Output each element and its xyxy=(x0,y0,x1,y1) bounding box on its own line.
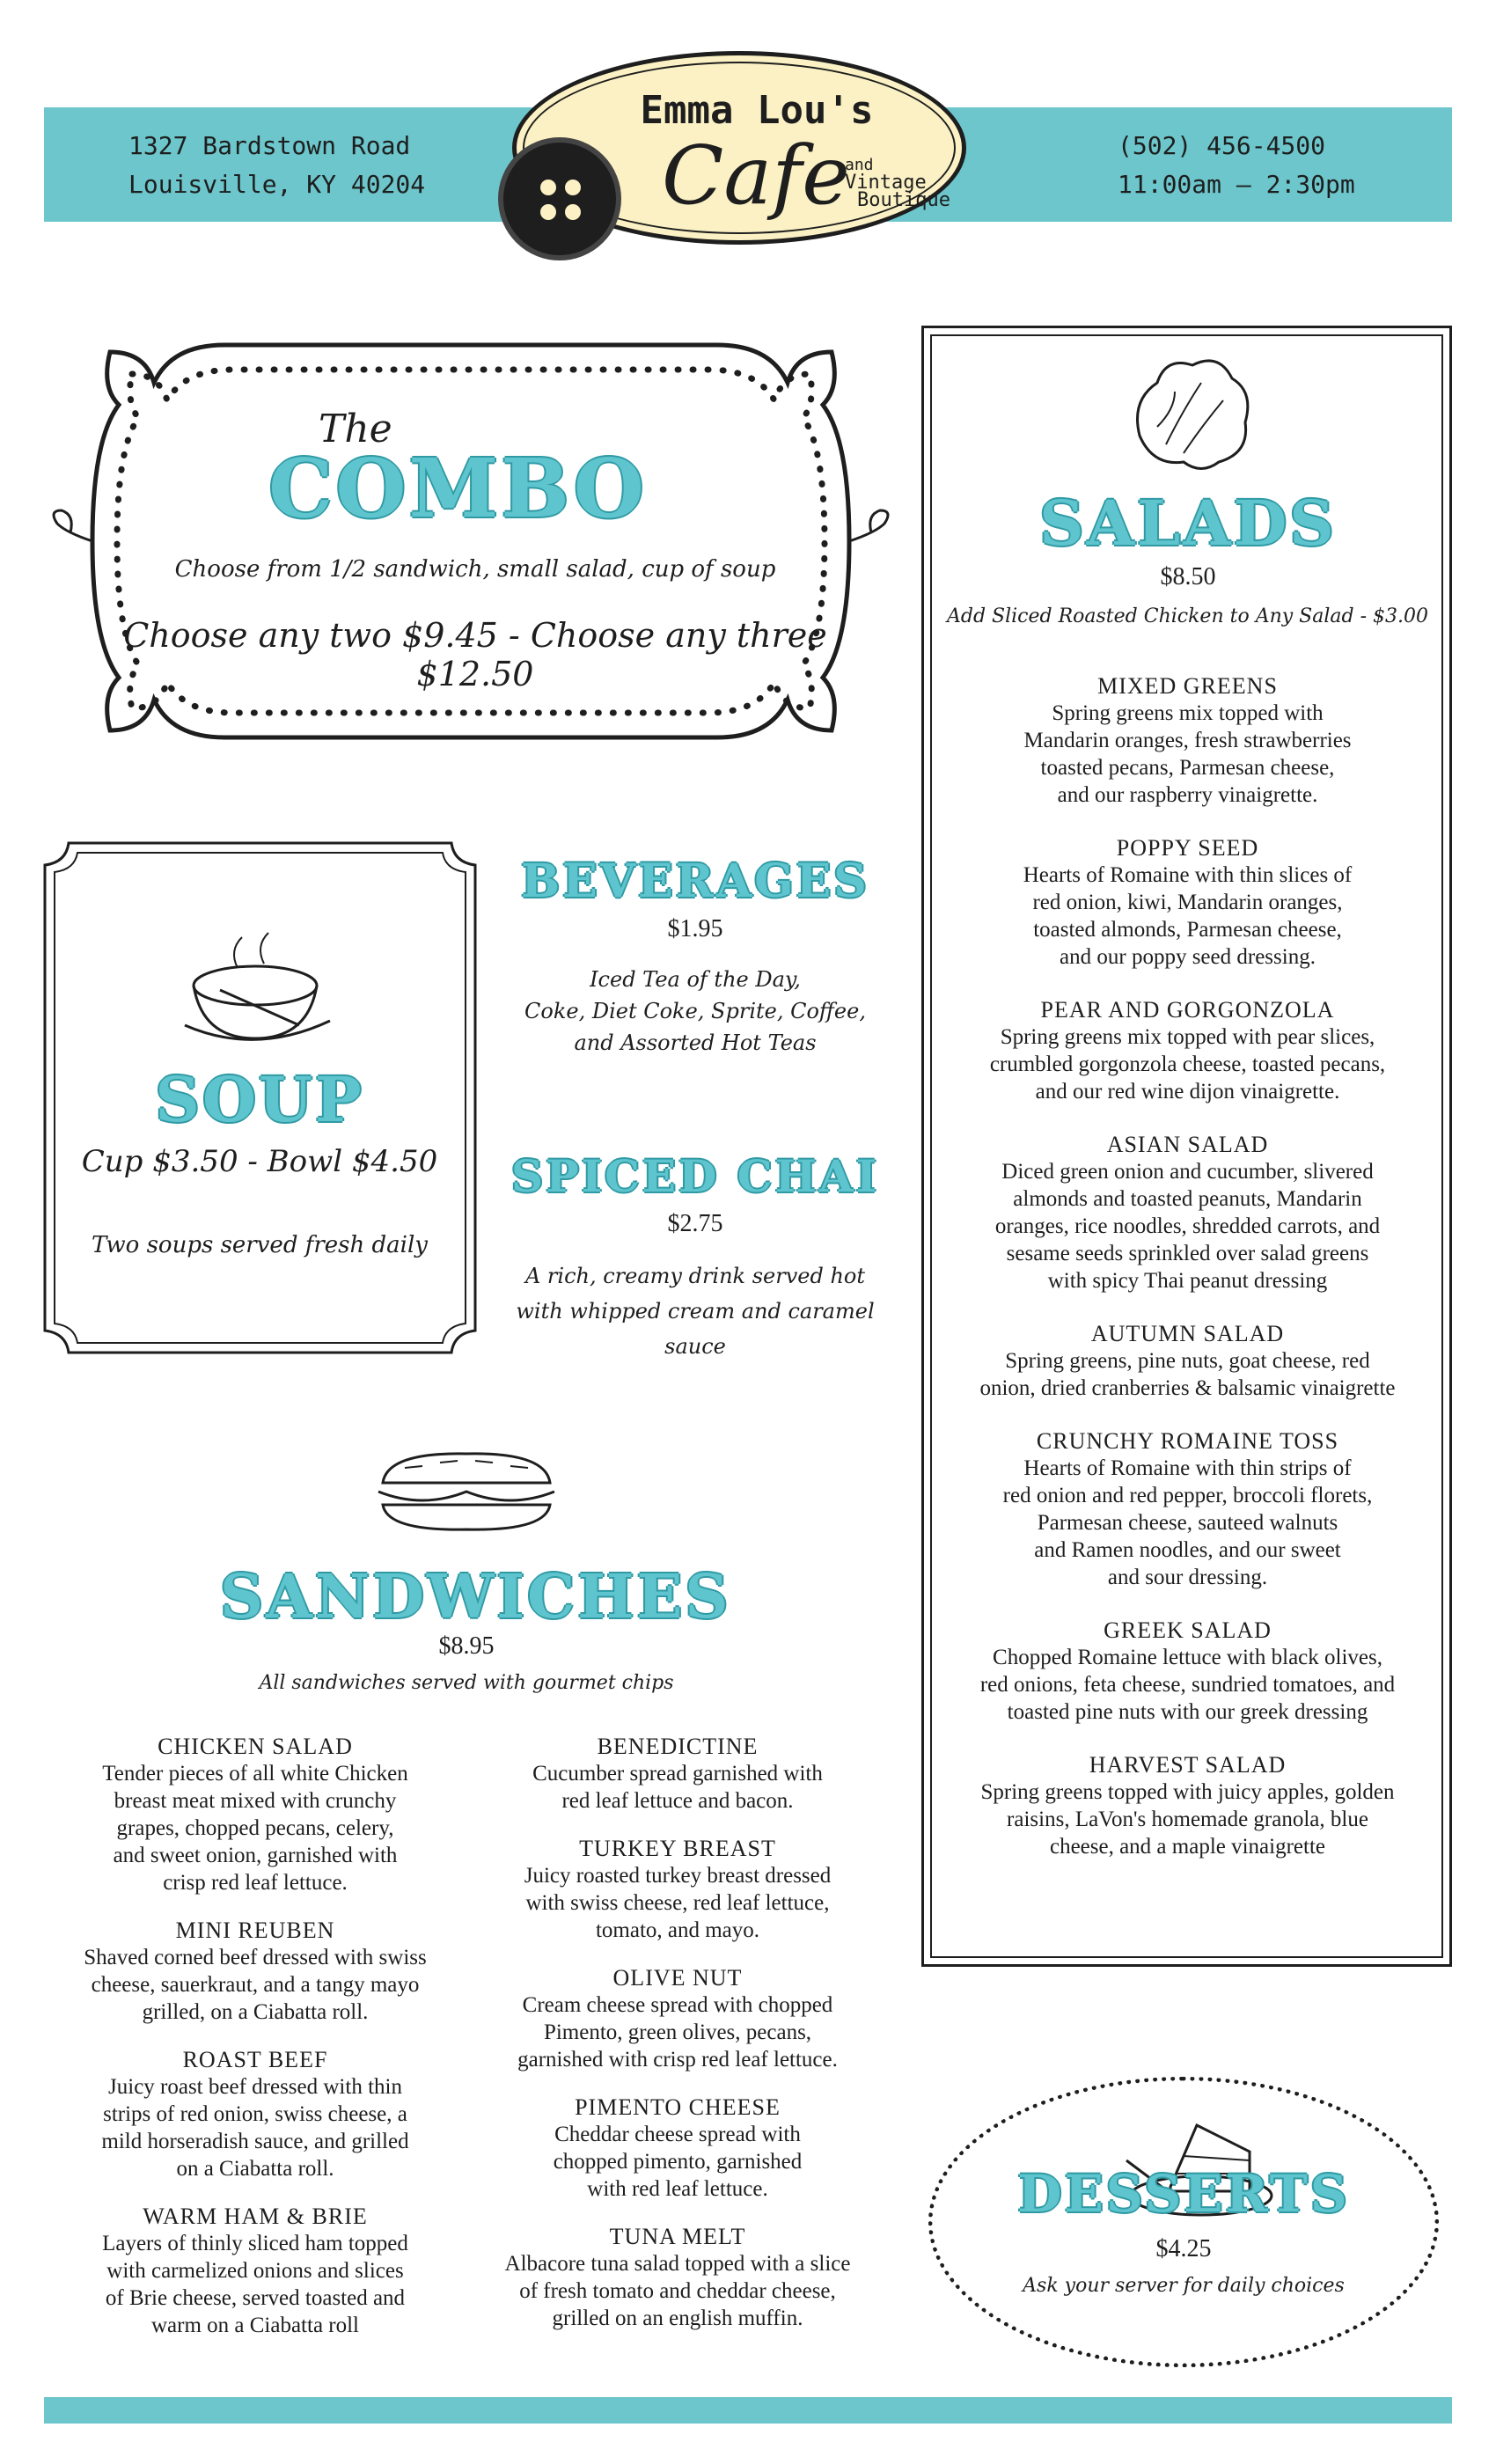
item-name: TURKEY BREAST xyxy=(579,1836,776,1861)
item-description-line: and our red wine dijon vinaigrette. xyxy=(1035,1080,1340,1104)
item-description-line: red onion, kiwi, Mandarin oranges, xyxy=(1032,891,1343,914)
item-description-line: of Brie cheese, served toasted and xyxy=(105,2286,406,2310)
menu-item xyxy=(35,2047,475,2182)
item-description-line: toasted pecans, Parmesan cheese, xyxy=(1040,756,1335,780)
combo-subtitle: Choose from 1/2 sandwich, small salad, cup of soup xyxy=(174,556,776,583)
item-description-line: Spring greens mix topped with pear slices, xyxy=(1000,1025,1375,1049)
item-description-line: oranges, rice noodles, shredded carrots, and xyxy=(994,1214,1381,1238)
chai-line: A rich, creamy drink served hot xyxy=(524,1264,866,1288)
sandwiches-title: SANDWICHES xyxy=(220,1562,731,1632)
footer-band xyxy=(44,2397,1452,2424)
soup-price: Cup $3.50 - Bowl $4.50 xyxy=(81,1144,438,1179)
item-description-line: with red leaf lettuce. xyxy=(587,2177,768,2201)
salads-title: SALADS xyxy=(1039,487,1337,560)
item-description-line: and sour dressing. xyxy=(1107,1566,1268,1589)
item-description-line: grilled, on a Ciabatta roll. xyxy=(142,2000,369,2024)
sandwiches-note: All sandwiches served with gourmet chips xyxy=(259,1672,674,1694)
item-description-line: crisp red leaf lettuce. xyxy=(163,1871,348,1895)
menu-item xyxy=(458,1836,898,1944)
item-description-line: garnished with crisp red leaf lettuce. xyxy=(517,2048,838,2072)
button-icon xyxy=(498,137,621,260)
item-description-line: Chopped Romaine lettuce with black olives, xyxy=(993,1646,1382,1669)
item-description-line: strips of red onion, swiss cheese, a xyxy=(103,2102,407,2126)
menu-item xyxy=(458,2224,898,2332)
beverages-price: $1.95 xyxy=(667,915,723,942)
lettuce-icon xyxy=(1122,348,1263,480)
item-name: WARM HAM & BRIE xyxy=(143,2204,368,2229)
item-description-line: Albacore tuna salad topped with a slice xyxy=(504,2252,851,2276)
item-description-line: Juicy roasted turkey breast dressed xyxy=(524,1864,832,1888)
salads-price: $8.50 xyxy=(1160,563,1216,590)
item-description-line: raisins, LaVon's homemade granola, blue xyxy=(1007,1808,1368,1831)
item-description-line: grapes, chopped pecans, celery, xyxy=(116,1816,394,1840)
menu-item xyxy=(935,1752,1441,1860)
item-name: ASIAN SALAD xyxy=(1106,1132,1269,1157)
item-name: CHICKEN SALAD xyxy=(158,1734,353,1759)
beverages-title: BEVERAGES xyxy=(521,854,869,908)
salads-addon: Add Sliced Roasted Chicken to Any Salad - $3.00 xyxy=(946,605,1428,627)
menu-item xyxy=(35,1918,475,2026)
soup-note: Two soups served fresh daily xyxy=(92,1232,428,1258)
item-name: HARVEST SALAD xyxy=(1089,1752,1287,1778)
item-description-line: mild horseradish sauce, and grilled xyxy=(101,2130,409,2153)
logo-boutique-word: Boutique xyxy=(857,189,950,211)
item-description-line: Cheddar cheese spread with xyxy=(554,2123,801,2146)
sandwich-column-left xyxy=(35,1734,475,2360)
item-name: OLIVE NUT xyxy=(612,1965,743,1991)
item-name: AUTUMN SALAD xyxy=(1090,1321,1285,1346)
combo-pricing: Choose any two $9.45 - Choose any three $12.50 xyxy=(123,616,827,693)
item-description-line: Shaved corned beef dressed with swiss xyxy=(84,1946,427,1969)
menu-item xyxy=(935,673,1441,809)
item-description-line: Spring greens mix topped with xyxy=(1052,701,1324,725)
address-line2: Louisville, KY 40204 xyxy=(128,170,426,199)
menu-item xyxy=(458,1734,898,1815)
item-name: MINI REUBEN xyxy=(175,1918,335,1943)
item-description-line: toasted pine nuts with our greek dressing xyxy=(1007,1700,1368,1724)
item-description-line: red leaf lettuce and bacon. xyxy=(561,1789,794,1813)
sandwich-icon xyxy=(370,1443,563,1540)
item-description-line: Spring greens topped with juicy apples, golden xyxy=(980,1780,1395,1804)
item-description-line: crumbled gorgonzola cheese, toasted pecans, xyxy=(989,1052,1386,1076)
menu-item xyxy=(35,2204,475,2339)
item-description-line: cheese, sauerkraut, and a tangy mayo xyxy=(91,1973,420,1997)
soup-title: SOUP xyxy=(155,1063,364,1136)
beverages-line: and Assorted Hot Teas xyxy=(574,1030,817,1055)
item-description-line: toasted almonds, Parmesan cheese, xyxy=(1033,918,1342,942)
address xyxy=(128,127,425,204)
item-name: BENEDICTINE xyxy=(597,1734,759,1759)
menu-item xyxy=(458,2094,898,2203)
item-description-line: warm on a Ciabatta roll xyxy=(150,2314,360,2337)
beverages-line: Iced Tea of the Day, xyxy=(590,967,801,992)
item-description-line: and sweet onion, garnished with xyxy=(113,1844,398,1867)
beverages-line: Coke, Diet Coke, Sprite, Coffee, xyxy=(524,999,866,1023)
item-name: POPPY SEED xyxy=(1116,835,1259,861)
item-description-line: red onion and red pepper, broccoli florets, xyxy=(1002,1484,1373,1507)
phone: (502) 456-4500 xyxy=(1118,131,1326,160)
combo-the: The xyxy=(319,407,392,451)
item-description-line: almonds and toasted peanuts, Mandarin xyxy=(1013,1187,1362,1211)
item-description-line: Hearts of Romaine with thin slices of xyxy=(1023,863,1353,887)
item-description-line: breast meat mixed with crunchy xyxy=(114,1789,397,1813)
soup-bowl-icon xyxy=(167,915,343,1047)
item-description-line: Spring greens, pine nuts, goat cheese, red xyxy=(1005,1349,1370,1373)
item-description-line: Juicy roast beef dressed with thin xyxy=(108,2075,402,2099)
item-name: PEAR AND GORGONZOLA xyxy=(1040,997,1335,1023)
item-description-line: and Ramen noodles, and our sweet xyxy=(1034,1538,1341,1562)
menu-item xyxy=(935,1321,1441,1402)
item-description-line: red onions, feta cheese, sundried tomatoes, and xyxy=(979,1673,1396,1697)
beverages-list xyxy=(493,964,898,1059)
item-name: CRUNCHY ROMAINE TOSS xyxy=(1036,1428,1339,1454)
desserts-note: Ask your server for daily choices xyxy=(1023,2275,1345,2297)
item-name: GREEK SALAD xyxy=(1104,1617,1272,1643)
salads-list xyxy=(935,673,1441,1887)
item-description-line: Tender pieces of all white Chicken xyxy=(102,1762,408,1786)
item-name: ROAST BEEF xyxy=(182,2047,328,2072)
item-description-line: Layers of thinly sliced ham topped xyxy=(102,2232,408,2255)
menu-item xyxy=(458,1965,898,2073)
chai-description xyxy=(493,1258,898,1364)
item-description-line: Pimento, green olives, pecans, xyxy=(543,2020,812,2044)
menu-item xyxy=(935,997,1441,1105)
chai-price: $2.75 xyxy=(667,1210,723,1237)
menu-item xyxy=(935,1428,1441,1591)
item-name: PIMENTO CHEESE xyxy=(575,2094,781,2120)
logo-name: Emma Lou's xyxy=(640,88,874,133)
combo-title: COMBO xyxy=(268,441,647,536)
logo-vintage: Vintage xyxy=(845,172,927,194)
item-description-line: on a Ciabatta roll. xyxy=(176,2157,334,2181)
sandwich-column-right xyxy=(458,1734,898,2353)
item-description-line: onion, dried cranberries & balsamic vinaigrette xyxy=(979,1376,1396,1400)
item-description-line: chopped pimento, garnished xyxy=(553,2150,803,2174)
chai-line: with whipped cream and caramel sauce xyxy=(516,1299,875,1359)
item-description-line: Hearts of Romaine with thin strips of xyxy=(1023,1456,1352,1480)
desserts-title: DESSERTS xyxy=(1017,2164,1350,2224)
chai-title: SPICED CHAI xyxy=(511,1150,879,1202)
item-description-line: sesame seeds sprinkled over salad greens xyxy=(1006,1242,1369,1265)
item-description-line: Parmesan cheese, sauteed walnuts xyxy=(1037,1511,1338,1535)
menu-item xyxy=(935,1617,1441,1726)
item-description-line: Diced green onion and cucumber, slivered xyxy=(1001,1160,1374,1184)
item-description-line: with spicy Thai peanut dressing xyxy=(1047,1269,1328,1293)
contact xyxy=(1118,127,1355,204)
item-description-line: Cream cheese spread with chopped xyxy=(522,1993,833,2017)
logo-cafe: Cafe xyxy=(662,128,850,223)
item-description-line: tomato, and mayo. xyxy=(595,1918,760,1942)
desserts-price: $4.25 xyxy=(1155,2235,1212,2262)
item-description-line: with swiss cheese, red leaf lettuce, xyxy=(525,1891,830,1915)
item-name: TUNA MELT xyxy=(609,2224,746,2249)
item-description-line: of fresh tomato and cheddar cheese, xyxy=(519,2279,836,2303)
address-line1: 1327 Bardstown Road xyxy=(128,131,411,160)
item-description-line: Mandarin oranges, fresh strawberries xyxy=(1023,729,1352,752)
sandwiches-price: $8.95 xyxy=(438,1632,495,1660)
menu-item xyxy=(935,835,1441,971)
item-name: MIXED GREENS xyxy=(1097,673,1278,699)
item-description-line: cheese, and a maple vinaigrette xyxy=(1049,1835,1326,1859)
item-description-line: grilled on an english muffin. xyxy=(552,2306,803,2330)
item-description-line: with carmelized onions and slices xyxy=(106,2259,404,2283)
item-description-line: and our raspberry vinaigrette. xyxy=(1057,783,1318,807)
item-description-line: and our poppy seed dressing. xyxy=(1060,945,1316,969)
logo-boutique xyxy=(845,157,950,209)
hours: 11:00am – 2:30pm xyxy=(1118,170,1355,199)
menu-item xyxy=(935,1132,1441,1294)
item-description-line: Cucumber spread garnished with xyxy=(532,1762,823,1786)
menu-item xyxy=(35,1734,475,1896)
logo-and: and xyxy=(845,156,874,174)
